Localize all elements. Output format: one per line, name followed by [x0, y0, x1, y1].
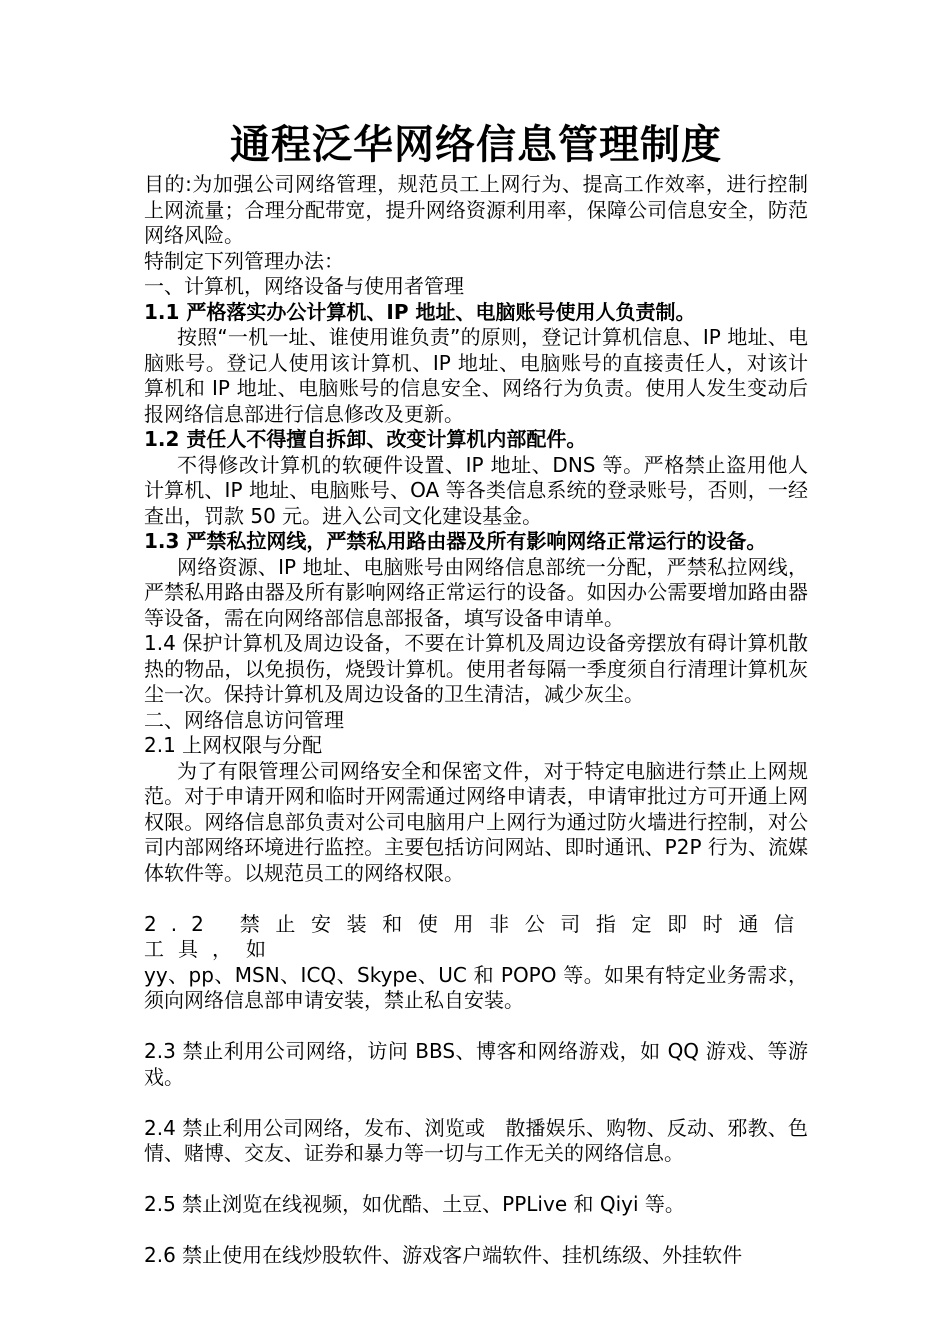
item-2-4-text: 2.4 禁止利用公司网络，发布、浏览或 散播娱乐、购物、反动、邪教、色情、赌博、交友、证券和暴力等一切与工作无关的网络信息。 — [144, 1115, 808, 1165]
item-2-2-lead: 2.2 禁止安装和使用非公司指定即时通信工具，如 — [144, 911, 808, 961]
item-2-5-text: 2.5 禁止浏览在线视频，如优酷、土豆、PPLive 和 Qiyi 等。 — [144, 1192, 685, 1216]
item-2-1-title: 2.1 上网权限与分配 — [144, 733, 323, 757]
item-1-2-body: 不得修改计算机的软硬件设置、IP 地址、DNS 等。严格禁止盗用他人计算机、IP 地址、电脑账号、OA 等各类信息系统的登录账号，否则，一经查出，罚款 50 元。进入公司文化建设基金。 — [144, 452, 808, 528]
item-1-1-body: 按照“一机一址、谁使用谁负责”的原则，登记计算机信息、IP 地址、电脑账号。登记人使用该计算机、IP 地址、电脑账号的直接责任人，对该计算机和 IP 地址、电脑账号的信息安全、网络行为负责。使用人发生变动后报网络信息部进行信息修改及更新。 — [144, 325, 808, 426]
section2-heading: 二、网络信息访问管理 — [144, 707, 344, 732]
spacer — [144, 886, 808, 912]
spacer — [144, 1090, 808, 1116]
item-2-3-text: 2.3 禁止利用公司网络，访问 BBS、博客和网络游戏，如 QQ 游戏、等游戏。 — [144, 1039, 808, 1089]
item-1-1-title: 1.1 严格落实办公计算机、IP 地址、电脑账号使用人负责制。 — [144, 299, 696, 324]
document-page — [144, 118, 808, 1269]
item-2-1-body: 为了有限管理公司网络安全和保密文件，对于特定电脑进行禁止上网规范。对于申请开网和临时开网需通过网络申请表，申请审批过方可开通上网权限。网络信息部负责对公司电脑用户上网行为通过防火墙进行控制，对公司内部网络环境进行监控。主要包括访问网站、即时通讯、P2P 行为、流媒体软件等。以规范员工的网络权限。 — [144, 758, 808, 885]
document-title: 通程泛华网络信息管理制度 — [230, 121, 722, 168]
item-1-3-title: 1.3 严禁私拉网线，严禁私用路由器及所有影响网络正常运行的设备。 — [144, 529, 767, 553]
spacer — [144, 1218, 808, 1244]
item-2-6-text: 2.6 禁止使用在线炒股软件、游戏客户端软件、挂机练级、外挂软件 — [144, 1243, 743, 1267]
item-1-2-title: 1.2 责任人不得擅自拆卸、改变计算机内部配件。 — [144, 427, 587, 451]
item-2-2-rest: yy、pp、MSN、ICQ、Skype、UC 和 POPO 等。如果有特定业务需求，须向网络信息部申请安装，禁止私自安装。 — [144, 962, 808, 1012]
section1-heading: 一、计算机，网络设备与使用者管理 — [144, 274, 464, 298]
intro-line: 特制定下列管理办法： — [144, 248, 344, 273]
spacer — [144, 1014, 808, 1040]
purpose-paragraph: 目的:为加强公司网络管理，规范员工上网行为、提高工作效率，进行控制上网流量；合理分配带宽，提升网络资源利用率，保障公司信息安全，防范网络风险。 — [144, 172, 808, 247]
item-1-4-text: 1.4 保护计算机及周边设备，不要在计算机及周边设备旁摆放有碍计算机散热的物品，以免损伤，烧毁计算机。使用者每隔一季度须自行清理计算机灰尘一次。保持计算机及周边设备的卫生清洁，减少灰尘。 — [144, 631, 808, 706]
item-1-3-body: 网络资源、IP 地址、电脑账号由网络信息部统一分配，严禁私拉网线，严禁私用路由器及所有影响网络正常运行的设备。如因办公需要增加路由器等设备，需在向网络部信息部报备，填写设备申请单。 — [144, 554, 808, 630]
spacer — [144, 1167, 808, 1193]
